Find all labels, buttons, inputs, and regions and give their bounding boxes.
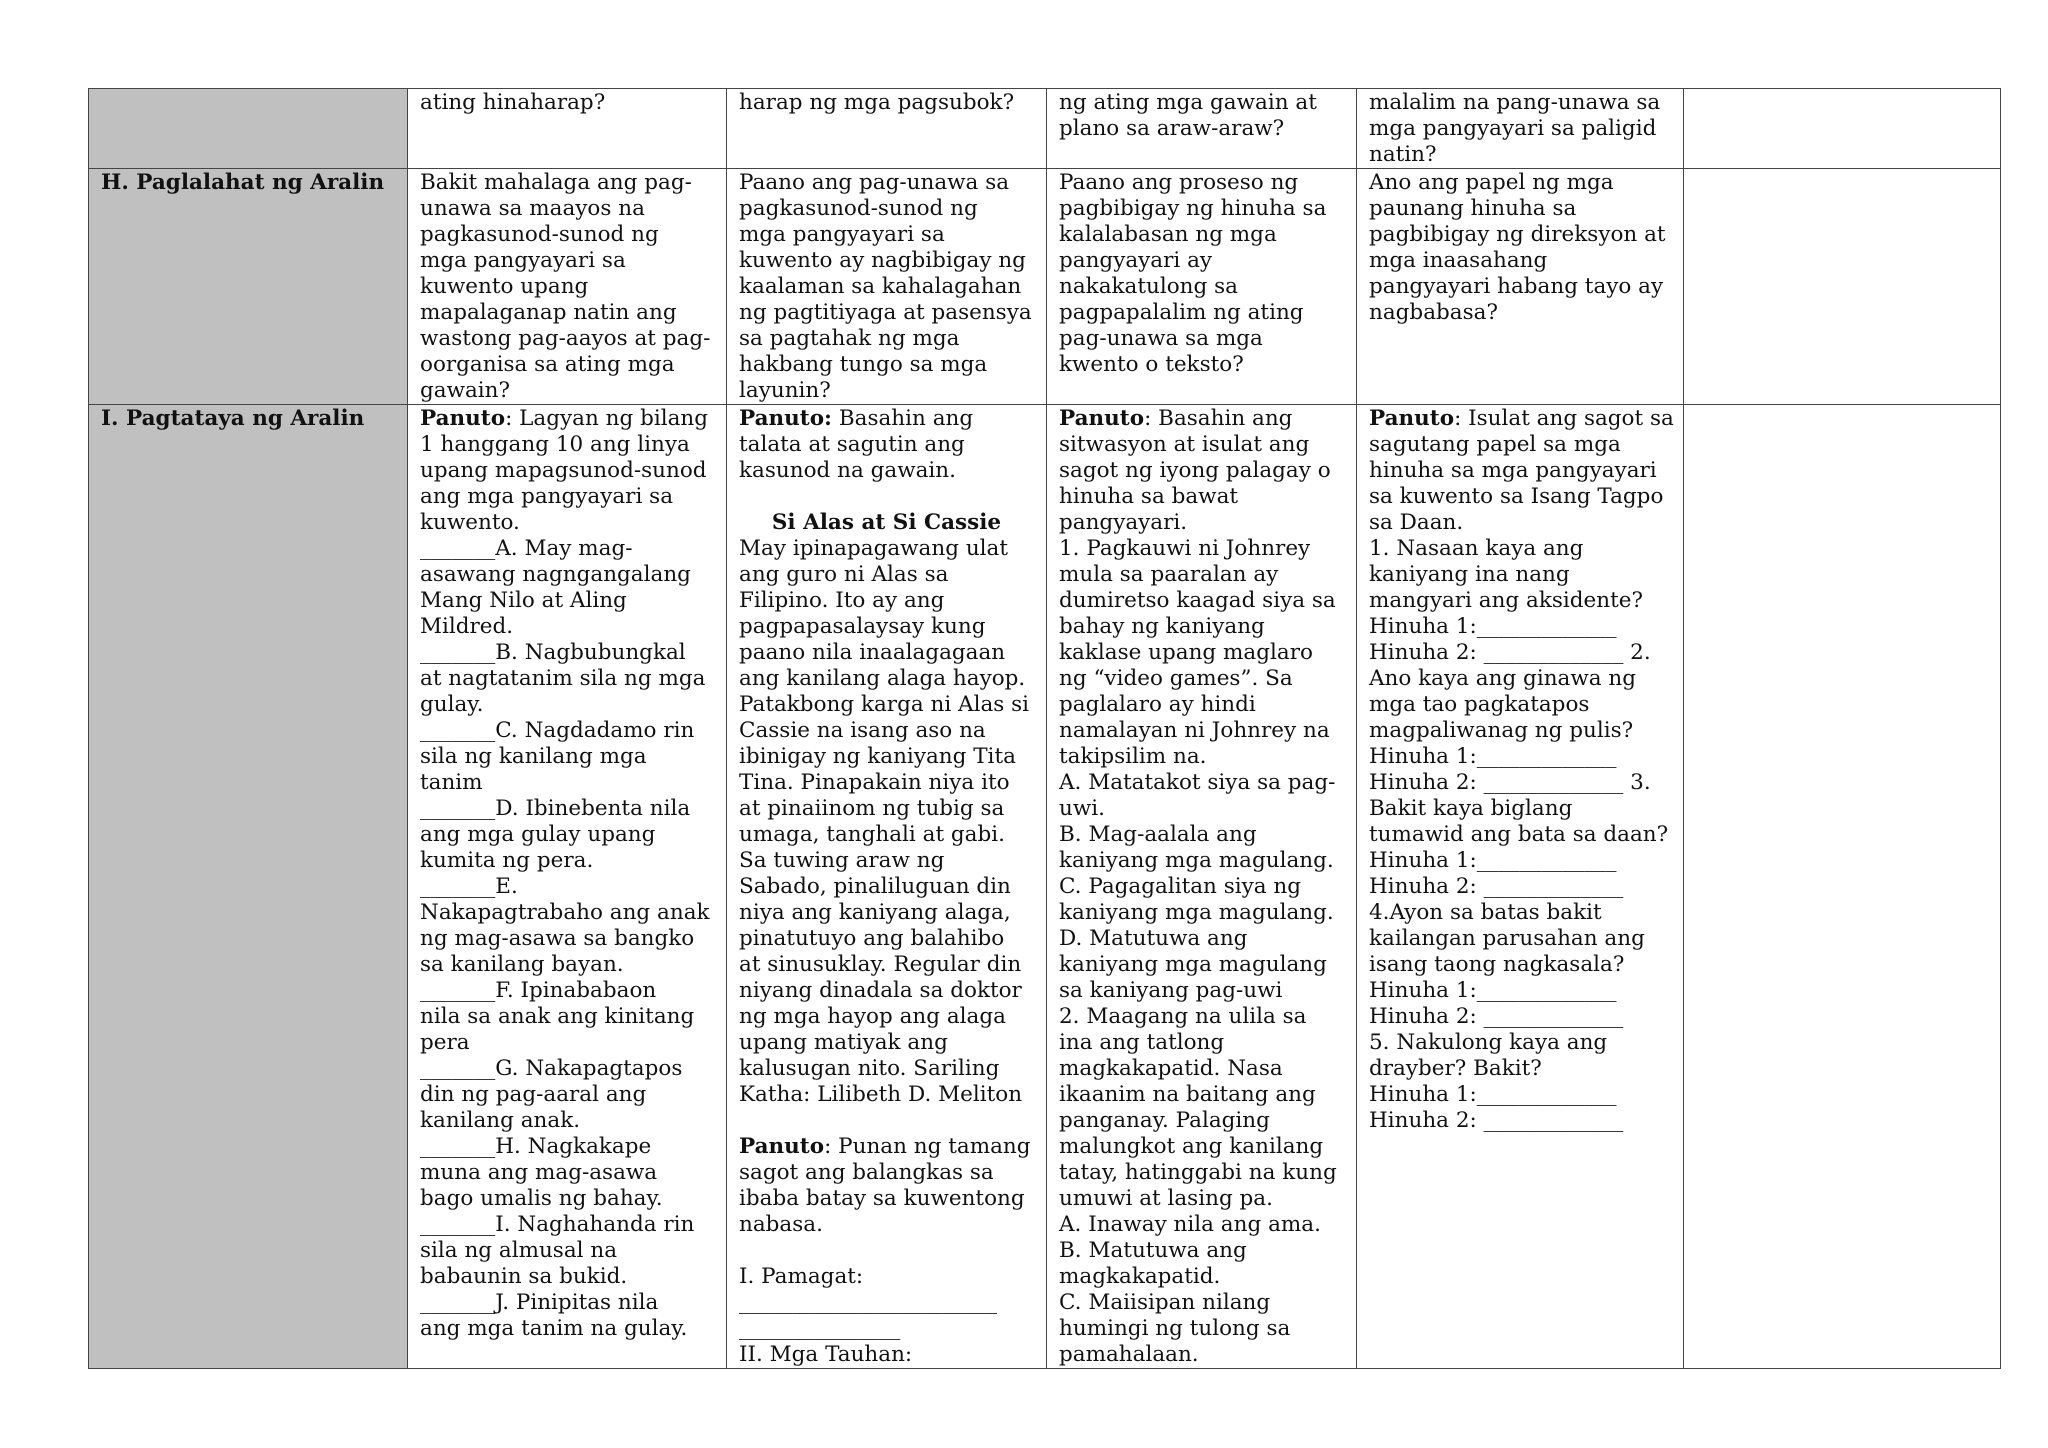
- text-line: pinatutuyo ang balahibo: [739, 926, 1005, 951]
- panuto2-continuation: [739, 1160, 1034, 1238]
- text-line: mga pangyayari sa paligid: [1369, 116, 1657, 141]
- text-line: Hinuha 1:_____________: [1369, 848, 1617, 873]
- text-line: _______F. Ipinababaon: [420, 978, 657, 1003]
- situation-items: [1059, 432, 1344, 1368]
- text-line: ang mga pangyayari sa: [420, 484, 674, 509]
- text-line: namalayan ni Johnrey na: [1059, 718, 1330, 743]
- cell-pagtataya-1: [408, 405, 727, 1369]
- text-line: Cassie na isang aso na: [739, 718, 986, 743]
- text-line: kaniyang mga magulang.: [1059, 848, 1334, 873]
- inference-items: [1369, 432, 1671, 1134]
- text-line: May ipinapagawang ulat: [739, 536, 1009, 561]
- story-body: [739, 536, 1034, 1108]
- text-line: Paano ang proseso ng: [1059, 170, 1299, 195]
- text-line: kaniyang mga magulang: [1059, 952, 1327, 977]
- table-row-pagtataya: [89, 405, 2001, 1369]
- text-line: ina ang tatlong: [1059, 1030, 1225, 1055]
- text-line: ating hinaharap?: [420, 90, 606, 115]
- text-line: harap ng mga pagsubok?: [739, 90, 1015, 115]
- spacer: [739, 484, 1034, 510]
- cell-continued-3: [1047, 89, 1357, 169]
- cell-pagtataya-2: [727, 405, 1047, 1369]
- text-line: B. Matutuwa ang: [1059, 1238, 1247, 1263]
- text-line: paano nila inaalagagaan: [739, 640, 1006, 665]
- text-line: 1. Pagkauwi ni Johnrey: [1059, 536, 1311, 561]
- text-line: pagpapalalim ng ating: [1059, 300, 1304, 325]
- text-line: magpaliwanag ng pulis?: [1369, 718, 1634, 743]
- text-line: sila ng kanilang mga: [420, 744, 647, 769]
- text-line: asawang nagngangalang: [420, 562, 691, 587]
- panuto-label: Panuto: [1059, 406, 1145, 431]
- cell-paglalahat-5: [1684, 169, 2001, 405]
- text-line: _______H. Nagkakape: [420, 1134, 652, 1159]
- text-line: I. Pamagat:: [739, 1264, 864, 1289]
- text-line: natin?: [1369, 142, 1437, 167]
- text-line: pangyayari habang tayo ay: [1369, 274, 1664, 299]
- text-line: kumita ng pera.: [420, 848, 594, 873]
- panuto-text: : Basahin ang: [1144, 406, 1293, 431]
- cell-pagtataya-3: [1047, 405, 1357, 1369]
- text-line: uwi.: [1059, 796, 1105, 821]
- panuto2-text: : Punan ng tamang: [824, 1134, 1031, 1159]
- text-line: C. Maiisipan nilang: [1059, 1290, 1271, 1315]
- text-line: upang matiyak ang: [739, 1030, 948, 1055]
- text-line: Bakit kaya biglang: [1369, 796, 1573, 821]
- spacer: [739, 1238, 1034, 1264]
- text-line: at pinaiinom ng tubig sa: [739, 796, 1005, 821]
- text-line: mga pangyayari sa: [420, 248, 626, 273]
- spacer: [739, 1108, 1034, 1134]
- text-line: ________________________: [739, 1290, 997, 1315]
- text-line: Ano ang papel ng mga: [1369, 170, 1614, 195]
- text-line: sa kuwento sa Isang Tagpo: [1369, 484, 1664, 509]
- text-line: magkakapatid.: [1059, 1264, 1221, 1289]
- text-line: _______________: [739, 1316, 901, 1341]
- text-line: niya ang kaniyang alaga,: [739, 900, 1011, 925]
- text-line: gawain?: [420, 378, 511, 403]
- text-line: II. Mga Tauhan:: [739, 1342, 913, 1367]
- text-line: _______I. Naghahanda rin: [420, 1212, 695, 1237]
- lesson-plan-table: [88, 88, 2001, 1369]
- text-line: mga pangyayari sa: [739, 222, 945, 247]
- table-row-paglalahat: [89, 169, 2001, 405]
- text-line: talata at sagutin ang: [739, 432, 965, 457]
- text-line: Sabado, pinaliluguan din: [739, 874, 1011, 899]
- text-line: sila ng almusal na: [420, 1238, 618, 1263]
- panuto-label: Panuto: [420, 406, 506, 431]
- text-line: kaklase upang maglaro: [1059, 640, 1313, 665]
- text-line: at nagtatanim sila ng mga: [420, 666, 706, 691]
- text-line: Katha: Lilibeth D. Meliton: [739, 1082, 1023, 1107]
- text-line: kuwento upang: [420, 274, 589, 299]
- cell-continued-2: [727, 89, 1047, 169]
- text-line: kanilang anak.: [420, 1108, 581, 1133]
- text-line: kaalaman sa kahalagahan: [739, 274, 1022, 299]
- text-line: kwento o teksto?: [1059, 352, 1244, 377]
- text-line: kuwento.: [420, 510, 520, 535]
- text-line: C. Pagagalitan siya ng: [1059, 874, 1302, 899]
- text-line: kasunod na gawain.: [739, 458, 956, 483]
- text-line: Bakit mahalaga ang pag-: [420, 170, 692, 195]
- text-line: tatay, hatinggabi na kung: [1059, 1160, 1337, 1185]
- text-line: gulay.: [420, 692, 484, 717]
- text-line: pangyayari.: [1059, 510, 1188, 535]
- text-line: hinuha sa bawat: [1059, 484, 1239, 509]
- text-line: sa kanilang bayan.: [420, 952, 624, 977]
- text-line: at sinusuklay. Regular din: [739, 952, 1022, 977]
- text-line: nakakatulong sa: [1059, 274, 1238, 299]
- text-line: _______A. May mag-: [420, 536, 633, 561]
- text-line: ang mga gulay upang: [420, 822, 656, 847]
- text-line: Filipino. Ito ay ang: [739, 588, 945, 613]
- text-line: kaniyang mga magulang.: [1059, 900, 1334, 925]
- text-line: kaniyang ina nang: [1369, 562, 1570, 587]
- text-line: sagutang papel sa mga: [1369, 432, 1621, 457]
- text-line: sitwasyon at isulat ang: [1059, 432, 1310, 457]
- row-label-pagtataya: I. Pagtataya ng Aralin: [89, 405, 408, 1369]
- text-line: tumawid ang bata sa daan?: [1369, 822, 1669, 847]
- text-line: Ano kaya ang ginawa ng: [1369, 666, 1637, 691]
- text-line: A. Inaway nila ang ama.: [1059, 1212, 1321, 1237]
- panuto2-label: Panuto: [739, 1134, 825, 1159]
- text-line: Hinuha 2: _____________ 3.: [1369, 770, 1651, 795]
- text-line: _______C. Nagdadamo rin: [420, 718, 695, 743]
- text-line: ibinigay ng kaniyang Tita: [739, 744, 1016, 769]
- row-label-cell: [89, 89, 408, 169]
- text-line: sagot ang balangkas sa: [739, 1160, 994, 1185]
- panuto-text: : Isulat ang sagot sa: [1454, 406, 1674, 431]
- cell-pagtataya-5: [1684, 405, 2001, 1369]
- panuto-line: [739, 406, 1034, 432]
- cell-continued-4: [1357, 89, 1684, 169]
- text-line: muna ang mag-asawa: [420, 1160, 658, 1185]
- text-line: Nakapagtrabaho ang anak: [420, 900, 710, 925]
- text-line: 1. Nasaan kaya ang: [1369, 536, 1584, 561]
- cell-paglalahat-1: [408, 169, 727, 405]
- text-line: bahay ng kaniyang: [1059, 614, 1265, 639]
- text-line: Paano ang pag-unawa sa: [739, 170, 1010, 195]
- text-line: ang kanilang alaga hayop.: [739, 666, 1026, 691]
- text-line: 4.Ayon sa batas bakit: [1369, 900, 1602, 925]
- text-line: isang taong nagkasala?: [1369, 952, 1625, 977]
- table-row-continued: [89, 89, 2001, 169]
- text-line: humingi ng tulong sa: [1059, 1316, 1291, 1341]
- text-line: mula sa paaralan ay: [1059, 562, 1279, 587]
- panuto2-line: [739, 1134, 1034, 1160]
- text-line: niyang dinadala sa doktor: [739, 978, 1022, 1003]
- text-line: Mildred.: [420, 614, 514, 639]
- text-line: pag-unawa sa mga: [1059, 326, 1263, 351]
- text-line: pagbibigay ng hinuha sa: [1059, 196, 1327, 221]
- panuto-text: : Lagyan ng bilang: [505, 406, 709, 431]
- text-line: pagbibigay ng direksyon at: [1369, 222, 1666, 247]
- text-line: plano sa araw-araw?: [1059, 116, 1285, 141]
- text-line: ng pagtitiyaga at pasensya: [739, 300, 1032, 325]
- text-line: pagkasunod-sunod ng: [739, 196, 978, 221]
- text-line: pangyayari ay: [1059, 248, 1213, 273]
- text-line: Hinuha 1:_____________: [1369, 614, 1617, 639]
- panuto-label: Panuto: [1369, 406, 1455, 431]
- text-line: Hinuha 1:_____________: [1369, 978, 1617, 1003]
- text-line: sa Daan.: [1369, 510, 1464, 535]
- text-line: mapalaganap natin ang: [420, 300, 677, 325]
- text-line: nagbabasa?: [1369, 300, 1498, 325]
- text-line: magkakapatid. Nasa: [1059, 1056, 1283, 1081]
- text-line: pagpapasalaysay kung: [739, 614, 986, 639]
- text-line: nabasa.: [739, 1212, 823, 1237]
- text-line: Sa tuwing araw ng: [739, 848, 945, 873]
- text-line: babaunin sa bukid.: [420, 1264, 628, 1289]
- text-line: Tina. Pinapakain niya ito: [739, 770, 1010, 795]
- text-line: drayber? Bakit?: [1369, 1056, 1542, 1081]
- text-line: _______B. Nagbubungkal: [420, 640, 686, 665]
- text-line: sagot ng iyong palagay o: [1059, 458, 1331, 483]
- text-line: upang mapagsunod-sunod: [420, 458, 707, 483]
- text-line: D. Matutuwa ang: [1059, 926, 1248, 951]
- panuto-line: [1059, 406, 1344, 432]
- text-line: panganay. Palaging: [1059, 1108, 1270, 1133]
- cell-pagtataya-4: [1357, 405, 1684, 1369]
- text-line: A. Matatakot siya sa pag-: [1059, 770, 1336, 795]
- text-line: unawa sa maayos na: [420, 196, 645, 221]
- cell-continued-1: [408, 89, 727, 169]
- text-line: sa pagtahak ng mga: [739, 326, 960, 351]
- text-line: umaga, tanghali at gabi.: [739, 822, 1005, 847]
- text-line: Hinuha 2: _____________ 2.: [1369, 640, 1651, 665]
- text-line: 1 hanggang 10 ang linya: [420, 432, 690, 457]
- text-line: bago umalis ng bahay.: [420, 1186, 663, 1211]
- story-title: Si Alas at Si Cassie: [771, 510, 1002, 535]
- text-line: umuwi at lasing pa.: [1059, 1186, 1273, 1211]
- text-line: mangyari ang aksidente?: [1369, 588, 1644, 613]
- text-line: kuwento ay nagbibigay ng: [739, 248, 1026, 273]
- text-line: layunin?: [739, 378, 831, 403]
- text-line: _______G. Nakapagtapos: [420, 1056, 683, 1081]
- text-line: Patakbong karga ni Alas si: [739, 692, 1030, 717]
- text-line: B. Mag-aalala ang: [1059, 822, 1257, 847]
- text-line: mga tao pagkatapos: [1369, 692, 1590, 717]
- text-line: wastong pag-aayos at pag-: [420, 326, 711, 351]
- text-line: ng mga hayop ang alaga: [739, 1004, 1006, 1029]
- outline-fields: [739, 1264, 1034, 1368]
- text-line: _______D. Ibinebenta nila: [420, 796, 691, 821]
- text-line: _______E.: [420, 874, 518, 899]
- text-line: kalusugan nito. Sariling: [739, 1056, 1000, 1081]
- text-line: dumiretso kaagad siya sa: [1059, 588, 1336, 613]
- text-line: sa kaniyang pag-uwi: [1059, 978, 1283, 1003]
- text-line: Hinuha 2: _____________: [1369, 1108, 1624, 1133]
- text-line: Hinuha 2: _____________: [1369, 874, 1624, 899]
- text-line: ng ating mga gawain at: [1059, 90, 1317, 115]
- text-line: paunang hinuha sa: [1369, 196, 1577, 221]
- text-line: Mang Nilo at Aling: [420, 588, 627, 613]
- row-label-paglalahat: H. Paglalahat ng Aralin: [89, 169, 408, 405]
- text-line: ng “video games”. Sa: [1059, 666, 1293, 691]
- text-line: tanim: [420, 770, 483, 795]
- text-line: Hinuha 2: _____________: [1369, 1004, 1624, 1029]
- sequencing-items: [420, 432, 714, 1342]
- text-line: nila sa anak ang kinitang: [420, 1004, 695, 1029]
- text-line: 5. Nakulong kaya ang: [1369, 1030, 1608, 1055]
- panuto-line: [1369, 406, 1674, 432]
- text-line: ikaanim na baitang ang: [1059, 1082, 1316, 1107]
- text-line: Hinuha 1:_____________: [1369, 1082, 1617, 1107]
- text-line: paglalaro ay hindi: [1059, 692, 1256, 717]
- panuto-line: [420, 406, 714, 432]
- text-line: mga inaasahang: [1369, 248, 1548, 273]
- text-line: ang mga tanim na gulay.: [420, 1316, 688, 1341]
- text-line: ang guro ni Alas sa: [739, 562, 949, 587]
- text-line: pamahalaan.: [1059, 1342, 1199, 1367]
- panuto-label: Panuto:: [739, 406, 832, 431]
- text-line: ng mag-asawa sa bangko: [420, 926, 695, 951]
- text-line: pera: [420, 1030, 470, 1055]
- text-line: takipsilim na.: [1059, 744, 1207, 769]
- panuto-continuation: [739, 432, 1034, 484]
- text-line: oorganisa sa ating mga: [420, 352, 675, 377]
- panuto-text: Basahin ang: [832, 406, 974, 431]
- text-line: din ng pag-aaral ang: [420, 1082, 647, 1107]
- text-line: malungkot ang kanilang: [1059, 1134, 1324, 1159]
- text-line: hakbang tungo sa mga: [739, 352, 988, 377]
- text-line: kalalabasan ng mga: [1059, 222, 1277, 247]
- cell-paglalahat-3: [1047, 169, 1357, 405]
- text-line: malalim na pang-unawa sa: [1369, 90, 1661, 115]
- cell-continued-5: [1684, 89, 2001, 169]
- cell-paglalahat-4: [1357, 169, 1684, 405]
- text-line: kailangan parusahan ang: [1369, 926, 1645, 951]
- text-line: 2. Maagang na ulila sa: [1059, 1004, 1307, 1029]
- text-line: _______J. Pinipitas nila: [420, 1290, 659, 1315]
- text-line: hinuha sa mga pangyayari: [1369, 458, 1657, 483]
- text-line: Hinuha 1:_____________: [1369, 744, 1617, 769]
- text-line: ibaba batay sa kuwentong: [739, 1186, 1025, 1211]
- cell-paglalahat-2: [727, 169, 1047, 405]
- text-line: pagkasunod-sunod ng: [420, 222, 659, 247]
